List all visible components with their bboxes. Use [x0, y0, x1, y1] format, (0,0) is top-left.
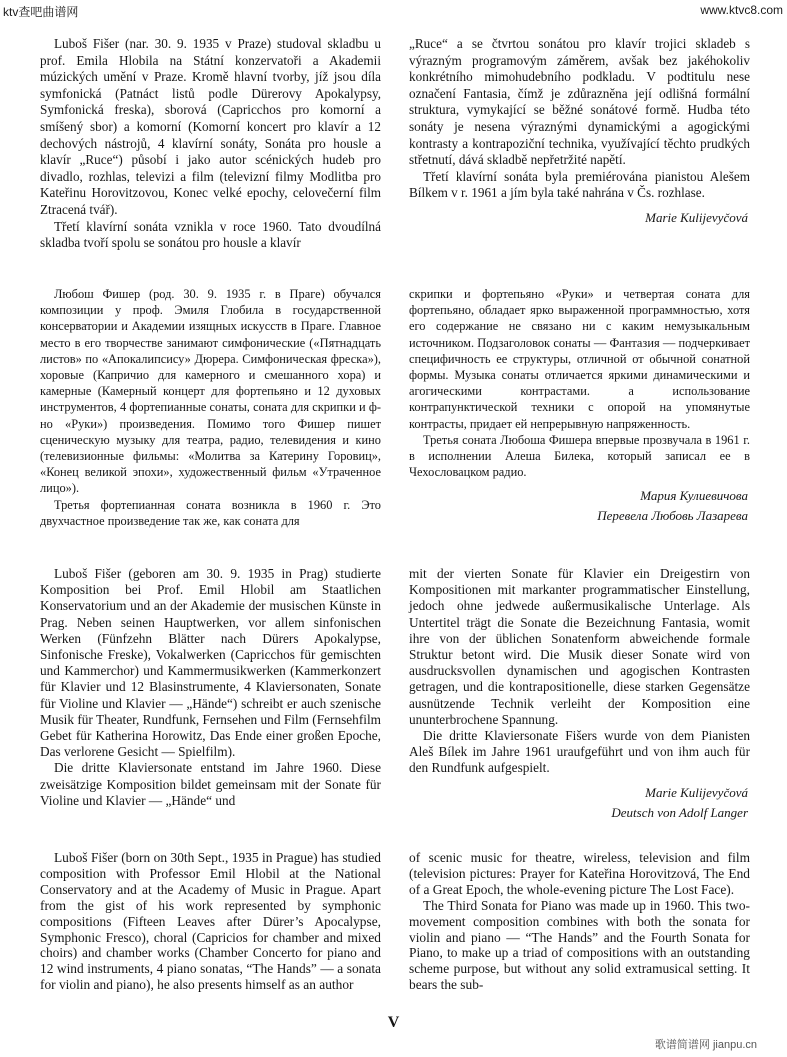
english-right-column: [409, 850, 750, 993]
russian-right-column: [409, 286, 750, 526]
czech-right-column: [409, 36, 750, 228]
paragraph: Třetí klavírní sonáta vznikla v roce 1960. Tato dvoudílná skladba tvoří spolu se sonátou pro housle a klavír: [40, 218, 381, 251]
paragraph: of scenic music for theatre, wireless, television and film (television pictures: Prayer for Kateřina Horovitzová, The End of a Great Epoch, the whole-evening picture The Lost Face).: [409, 850, 750, 897]
site-watermark-left: ktv查吧曲谱网: [3, 5, 79, 19]
paragraph: Luboš Fišer (born on 30th Sept., 1935 in Prague) has studied composition with Professor Emil Hlobil at the National Conservatory and at the Academy of Music in Prague. Apart from the gist of his work represented by symphonic compositions (Fifteen Leaves after Dürer’s Apocalypse, Symphonic Fresco), choral (Capricios for chamber and mixed choirs) and chamber works (Chamber Concerto for piano and 12 wind instruments, 4 piano sonatas, “The Hands” — a sonata for violin and piano), he also presents himself as an author: [40, 850, 381, 993]
paragraph: mit der vierten Sonate für Klavier ein Dreigestirn von Kompositionen mit markanter programmatischer Einstellung, jedoch ohne jedwede außermusikalische Unterlage. Als Untertitel trägt die Sonate die Bezeichnung Fantasia, womit ihre von der üblichen Sonatenform abweichende formale Struktur betont wird. Die Musik dieser Sonate wird von ausdrucksvollen dynamischen und agogischen Kontrasten getragen, und die kontrapositionelle, diese starken Gegensätze ausnützende Technik verleiht der Komposition eine ununterbrochene Spannung.: [409, 566, 750, 727]
author-signature: [409, 486, 750, 526]
paragraph: The Third Sonata for Piano was made up in 1960. This two-movement composition combines with both the sonata for violin and piano — “The Hands” and the Fourth Sonata for Piano, to make up a triad of compositions with an outstanding scheme purpose, but without any solid extramusical setting. It bears the sub-: [409, 897, 750, 993]
paragraph: скрипки и фортепьяно «Руки» и четвертая соната для фортепьяно, обладает ярко выраженной программностью, хотя его содержание не связано ни с каким немузыкальным источником. Подзаголовок сонаты — Фантазия — подчеркивает специфичность ее структуры, отличной от обычной сонатной формы. Музыка сонаты отличается яркими динамическими и агогическими контрастами. а использование контрапунктической техники с опорой на упомянутые контрасты, придает ей непрерывную напряженность.: [409, 287, 750, 431]
paragraph: „Ruce“ a se čtvrtou sonátou pro klavír trojici skladeb s výrazným programovým záměrem, avšak bez jakéhokoliv konkrétního mimohudebního podkladu. V podtitulu nese označení Fantasia, čímž je zdůrazněna její odlišná formální struktura, vymykající se běžné sonátové formě. Hudba této sonáty je nesena výraznými dynamickými a agogickými kontrasty a kontrapoziční technika, využívající těchto prudkých střetnutí, dává skladbě nepřetržité napětí.: [409, 36, 750, 168]
signature-line: Мария Кулиевичова: [640, 488, 748, 504]
translator-line: Перевела Любовь Лазарева: [597, 508, 748, 524]
page-number: V: [387, 1014, 400, 1031]
site-watermark-bottom: 歌谱简谱网 jianpu.cn: [654, 1039, 757, 1051]
paragraph: Luboš Fišer (nar. 30. 9. 1935 v Praze) studoval skladbu u prof. Emila Hlobila na Státní konzervatoři a Akademii múzických umění v Praze. Kromě hlavní tvorby, jíž jsou díla symfonická (Patnáct listů podle Dürerovy Apokalypsy, Symfonická freska), sborová (Capricchos pro komorní a smíšený sbor) a komorní (Komorní koncert pro klavír a 12 dechových nástrojů, 4 klavírní sonáty, Sonáta pro housle a klavír „Ruce“) působí i jako autor scénických hudeb pro divadlo, rozhlas, televizi a film (televizní filmy Modlitba pro Kateřinu Horovitzovou, Konec velké epochy, celovečerní film Ztracená tvář).: [40, 36, 381, 217]
paragraph: Luboš Fišer (geboren am 30. 9. 1935 in Prag) studierte Komposition bei Prof. Emil Hlobil am Staatlichen Konservatorium und an der Akademie der musischen Künste in Prag. Neben seinen Hauptwerken, vor allem sinfonischen Werken (Fünfzehn Blätter nach Dürers Apokalypse, Sinfonische Freske), Vokalwerken (Capricchos für gemischten und Kammerchor) und Kammermusikwerken (Kammerkonzert für Klavier und 12 Blasinstrumente, 4 Klaviersonaten, Sonate für Violine und Klavier — „Hände“) schreibt er auch szenische Musik für Theater, Rundfunk, Fernsehen und Film (Fernsehfilm Gebet für Katherina Horowitz, Das Ende einer großen Epoche, Das verlorene Gesicht — Spielfilm).: [40, 566, 381, 760]
paragraph: Die dritte Klaviersonate entstand im Jahre 1960. Diese zweisätzige Komposition bildet gemeinsam mit der Sonate für Violine und Klavier — „Hände“ und: [40, 760, 381, 808]
paragraph: Третья соната Любоша Фишера впервые прозвучала в 1961 г. в исполнении Алеша Билека, который записал ее в Чехословацком радио.: [409, 432, 750, 480]
author-signature: [409, 208, 750, 228]
paragraph: Die dritte Klaviersonate Fišers wurde von dem Pianisten Aleš Bílek im Jahre 1961 uraufgeführt und von ihm auch für den Rundfunk aufgespielt.: [409, 728, 750, 776]
site-watermark-right: www.ktvc8.com: [700, 3, 783, 17]
signature-line: Marie Kulijevyčová: [645, 209, 748, 225]
english-left-column: [40, 850, 381, 993]
german-right-column: [409, 566, 750, 823]
german-left-column: [40, 566, 381, 809]
paragraph: Любош Фишер (род. 30. 9. 1935 г. в Праге) обучался композиции у проф. Эмиля Глобила в государственной консерватории и Академии изящных искусств в Праге. Главное место в его творчестве занимают симфонические («Пятнадцать листов» по «Апокалипсису» Дюрера. Симфоническая фреска»), хоровые (Капричио для камерного и смешанного хора) и камерные (Камерный концерт для фортепьяно и 12 духовых инструментов, 4 фортепианные сонаты, соната для скрипки и ф-но «Руки») произведения. Помимо того Фишер пишет сценическую музыку для театра, радио, телевидения и кино (телевизионные фильмы: «Молитва за Катерину Горовиц», «Конец великой эпохи», художественный фильм «Утраченное лицо»).: [40, 287, 381, 496]
czech-left-column: [40, 36, 381, 252]
paragraph: Третья фортепианная соната возникла в 1960 г. Это двухчастное произведение так же, как соната для: [40, 497, 381, 528]
translator-line: Deutsch von Adolf Langer: [611, 804, 748, 820]
russian-left-column: [40, 286, 381, 529]
signature-line: Marie Kulijevyčová: [645, 784, 748, 800]
author-signature: [409, 783, 750, 823]
paragraph: Třetí klavírní sonáta byla premiérována pianistou Alešem Bílkem v r. 1961 a jím byla také nahrána v Čs. rozhlase.: [409, 168, 750, 201]
